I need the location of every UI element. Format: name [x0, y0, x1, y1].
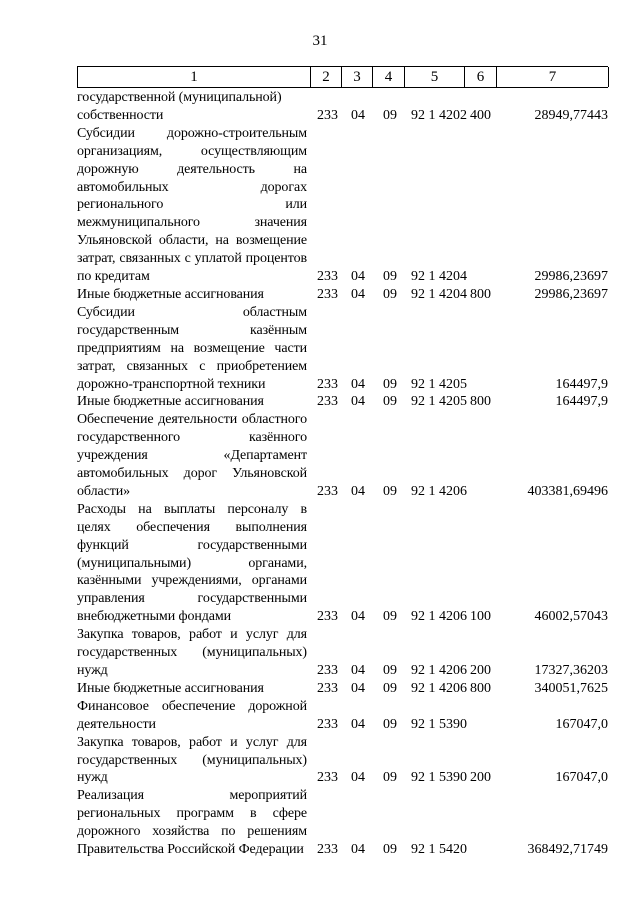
row-admin-code: 233: [317, 269, 338, 285]
row-subsection-code: 09: [383, 376, 397, 392]
row-description: Иные бюджетные ассигнования: [77, 394, 264, 410]
row-expense-type: 200: [470, 770, 491, 786]
row-target-article: 92 1 5390: [411, 770, 467, 786]
row-expense-type: 800: [470, 394, 491, 410]
row-amount: 164497,9: [555, 394, 608, 410]
row-description: Расходы на выплаты персоналу в целях обеспечения выполнения функций государственными (муниципальными) органами, казёнными учреждениями, органами управления государственными внебюджетными фондами: [77, 501, 307, 625]
table-row: [77, 393, 608, 411]
header-col-7: 7: [497, 67, 609, 87]
row-subsection-code: 09: [383, 770, 397, 786]
header-col-1: 1: [78, 67, 311, 87]
row-subsection-code: 09: [383, 716, 397, 732]
row-description: Иные бюджетные ассигнования: [77, 286, 264, 302]
row-admin-code: 233: [317, 770, 338, 786]
row-target-article: 92 1 4202: [411, 107, 467, 123]
row-amount: 403381,69496: [527, 483, 608, 499]
row-admin-code: 233: [317, 394, 338, 410]
row-admin-code: 233: [317, 680, 338, 696]
row-target-article: 92 1 5420: [411, 842, 467, 858]
header-col-6: 6: [465, 67, 497, 87]
row-subsection-code: 09: [383, 269, 397, 285]
row-admin-code: 233: [317, 716, 338, 732]
row-section-code: 04: [351, 716, 365, 732]
row-expense-type: 200: [470, 663, 491, 678]
row-section-code: 04: [351, 286, 365, 302]
row-target-article: 92 1 4205: [411, 394, 467, 410]
row-target-article: 92 1 4204: [411, 286, 467, 302]
row-subsection-code: 09: [383, 609, 397, 625]
row-section-code: 04: [351, 680, 365, 696]
header-col-2: 2: [311, 67, 342, 87]
row-subsection-code: 09: [383, 394, 397, 410]
row-subsection-code: 09: [383, 107, 397, 123]
header-col-4: 4: [373, 67, 405, 87]
table-row: [77, 411, 608, 501]
row-section-code: 04: [351, 376, 365, 392]
row-expense-type: 400: [470, 107, 491, 123]
table-row: [77, 125, 608, 286]
row-subsection-code: 09: [383, 680, 397, 696]
row-admin-code: 233: [317, 609, 338, 625]
row-section-code: 04: [351, 842, 365, 858]
table-row: [77, 680, 608, 698]
row-section-code: 04: [351, 483, 365, 499]
row-admin-code: 233: [317, 663, 338, 678]
table-body: [77, 89, 608, 859]
row-description: Реализация мероприятий региональных программ в сфере дорожного хозяйства по решениям Правительства Российской Федерации: [77, 788, 307, 858]
row-description: государственной (муниципальной) собственности: [77, 90, 282, 123]
row-section-code: 04: [351, 107, 365, 123]
row-subsection-code: 09: [383, 842, 397, 858]
row-amount: 340051,7625: [534, 680, 608, 696]
row-description: Субсидии областным государственным казённым предприятиям на возмещение части затрат, связанных с приобретением дорожно-транспортной техники: [77, 304, 307, 392]
table-row: [77, 787, 608, 859]
row-target-article: 92 1 5390: [411, 716, 467, 732]
row-description: Иные бюджетные ассигнования: [77, 680, 264, 696]
table-row: [77, 286, 608, 304]
row-section-code: 04: [351, 269, 365, 285]
row-expense-type: 800: [470, 286, 491, 302]
row-amount: 17327,36203: [534, 663, 608, 678]
row-target-article: 92 1 4204: [411, 269, 467, 285]
row-amount: 29986,23697: [534, 269, 608, 285]
row-admin-code: 233: [317, 376, 338, 392]
row-amount: 368492,71749: [527, 842, 608, 858]
row-expense-type: 800: [470, 680, 491, 696]
table-row: [77, 734, 608, 788]
row-section-code: 04: [351, 663, 365, 678]
row-subsection-code: 09: [383, 483, 397, 499]
table-header: [77, 66, 608, 88]
table-row: [77, 501, 608, 626]
row-section-code: 04: [351, 770, 365, 786]
row-admin-code: 233: [317, 842, 338, 858]
header-col-5: 5: [405, 67, 465, 87]
row-target-article: 92 1 4206: [411, 680, 467, 696]
row-description: Обеспечение деятельности областного государственного казённого учреждения «Департамент автомобильных дорог Ульяновской области»: [77, 412, 307, 499]
row-amount: 164497,9: [555, 376, 608, 392]
row-description: Закупка товаров, работ и услуг для государственных (муниципальных) нужд: [77, 627, 307, 678]
row-subsection-code: 09: [383, 663, 397, 678]
table-row: [77, 89, 608, 125]
row-amount: 167047,0: [555, 770, 608, 786]
row-subsection-code: 09: [383, 286, 397, 302]
row-target-article: 92 1 4205: [411, 376, 467, 392]
row-amount: 46002,57043: [534, 609, 608, 625]
row-amount: 28949,77443: [534, 107, 608, 123]
row-section-code: 04: [351, 394, 365, 410]
row-description: Закупка товаров, работ и услуг для государственных (муниципальных) нужд: [77, 734, 307, 786]
header-col-3: 3: [342, 67, 373, 87]
row-section-code: 04: [351, 609, 365, 625]
row-admin-code: 233: [317, 107, 338, 123]
table-row: [77, 626, 608, 680]
row-admin-code: 233: [317, 286, 338, 302]
row-amount: 29986,23697: [534, 286, 608, 302]
row-admin-code: 233: [317, 483, 338, 499]
table-row: [77, 698, 608, 734]
table-row: [77, 304, 608, 394]
row-target-article: 92 1 4206: [411, 483, 467, 499]
row-amount: 167047,0: [555, 716, 608, 732]
page-number: 31: [312, 33, 328, 49]
row-description: Финансовое обеспечение дорожной деятельности: [77, 698, 307, 732]
row-description: Субсидии дорожно-строительным организациям, осуществляющим дорожную деятельность на автомобильных дорогах регионального или межмуниципального значения Ульяновской области, на возмещение затрат, связанных с уплатой процентов по кредитам: [77, 125, 307, 285]
row-target-article: 92 1 4206: [411, 609, 467, 625]
row-expense-type: 100: [470, 609, 491, 625]
row-target-article: 92 1 4206: [411, 663, 467, 678]
